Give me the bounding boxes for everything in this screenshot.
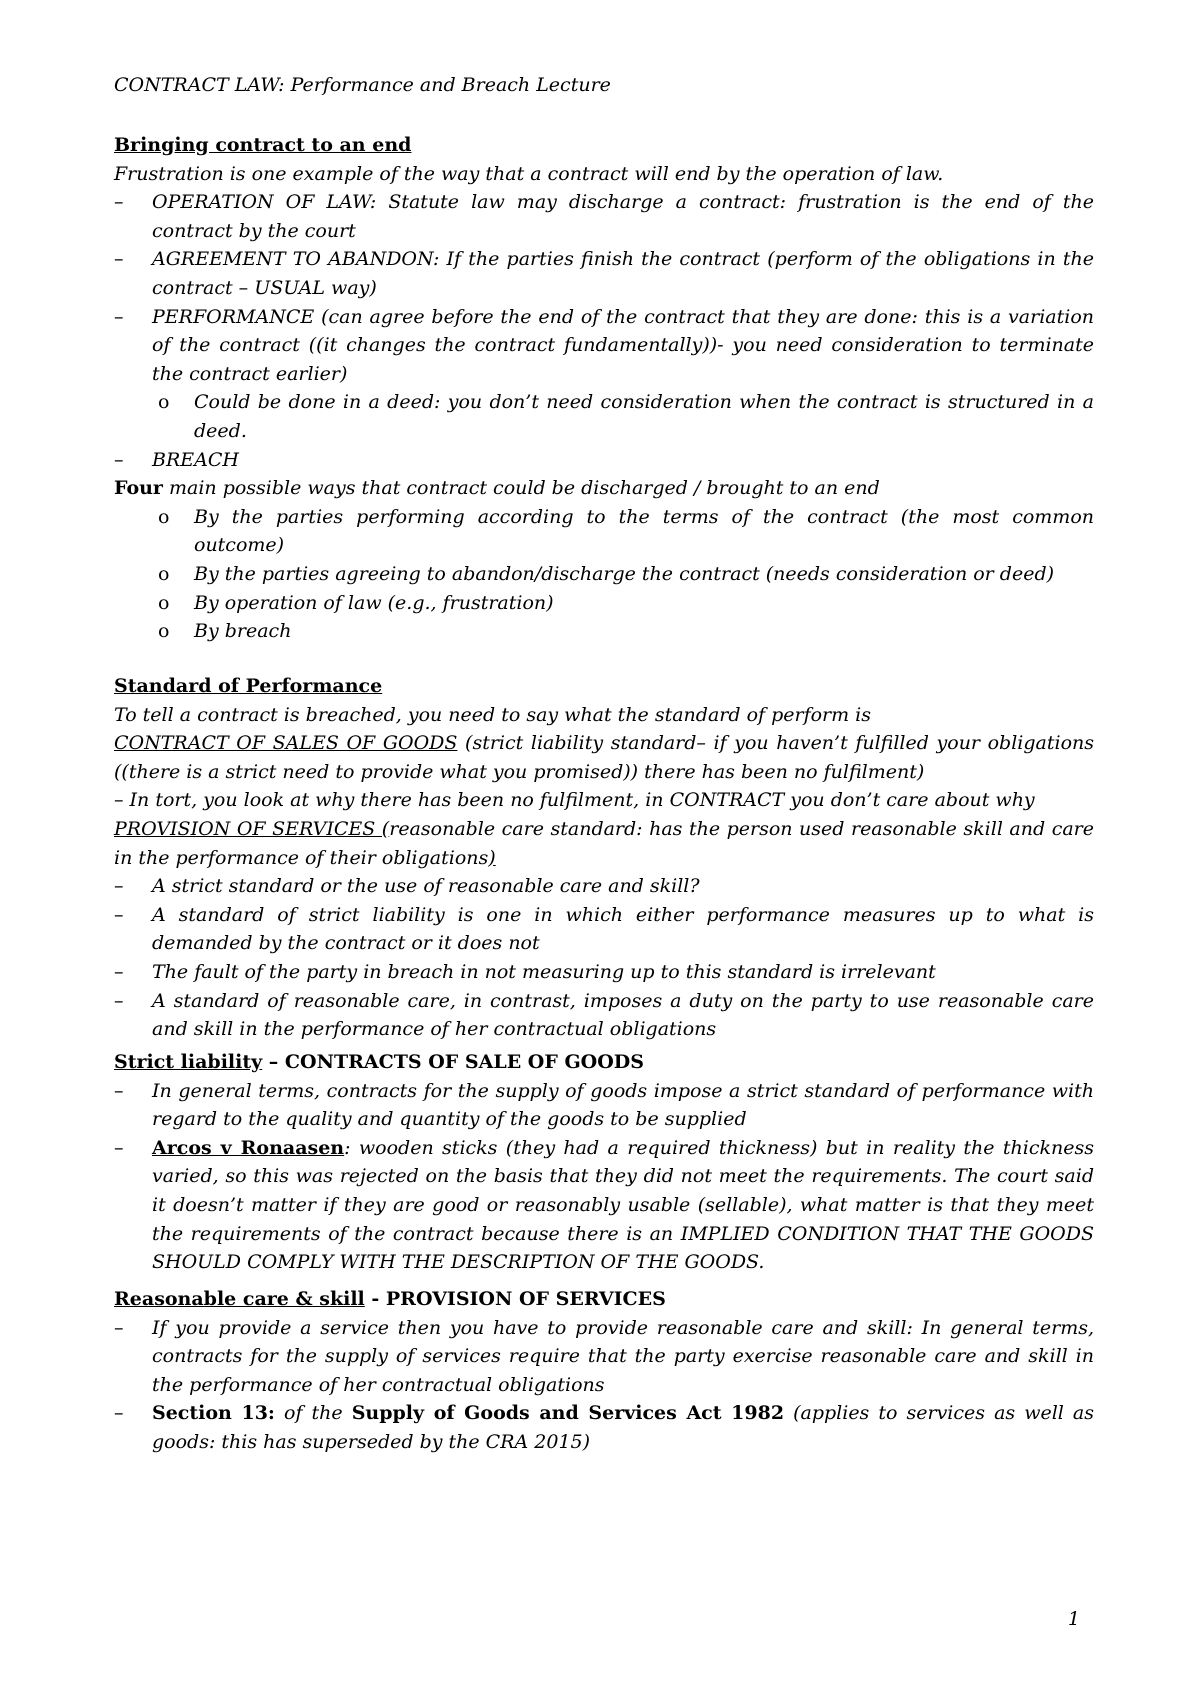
section-heading: Standard of Performance — [114, 675, 383, 697]
sub-list-item: o By breach — [114, 617, 1094, 646]
sub-list-item: o By the parties performing according to the terms of the contract (the most common outcome) — [114, 503, 1094, 560]
list-item: – OPERATION OF LAW: Statute law may discharge a contract: frustration is the end of the contract by the court — [114, 188, 1094, 245]
list-item: – BREACH — [114, 446, 1094, 475]
paragraph-text: (strict liability standard– if you haven’t fulfilled your obligations ((there is a strict need to provide what you promised)) there has been no fulfilment) — [114, 732, 1094, 783]
sub-list-item: o Could be done in a deed: you don’t need consideration when the contract is structured in a deed. — [114, 388, 1094, 445]
section-heading: Bringing contract to an end — [114, 134, 412, 156]
case-name: Arcos v Ronaasen — [152, 1136, 345, 1159]
page-number: 1 — [1067, 1608, 1080, 1630]
list-item: – PERFORMANCE (can agree before the end of the contract that they are done: this is a variation of the contract ((it changes the contract fundamentally))- you need consideration to terminate the contract earlier) — [114, 303, 1094, 389]
section-bringing-contract-to-end — [114, 131, 1094, 646]
section-heading-line — [114, 1048, 1094, 1077]
section-subheading: - PROVISION OF SERVICES — [364, 1288, 666, 1310]
section-heading: Strict liability — [114, 1051, 263, 1073]
plain-text: of the — [274, 1402, 352, 1425]
tort-line: – In tort, you look at why there has been no fulfilment, in CONTRACT you don’t care about why — [114, 789, 1035, 812]
four-ways-line — [114, 474, 1094, 503]
list-item: – A strict standard or the use of reasonable care and skill? — [114, 872, 1094, 901]
list-item: – In general terms, contracts for the supply of goods impose a strict standard of performance with regard to the quality and quantity of the goods to be supplied — [114, 1077, 1094, 1134]
section-13-list-item — [114, 1399, 1094, 1456]
underlined-term: CONTRACT OF SALES OF GOODS — [114, 732, 458, 755]
act-name: Supply of Goods and Services Act 1982 — [351, 1402, 785, 1425]
page-header: CONTRACT LAW: Performance and Breach Lecture — [114, 74, 611, 96]
section-subheading: – CONTRACTS OF SALE OF GOODS — [262, 1051, 644, 1073]
four-ways-text: main possible ways that contract could be discharged / brought to an end — [162, 477, 880, 500]
section-standard-of-performance — [114, 672, 1094, 1044]
bold-text: Four — [114, 477, 163, 500]
list-item: – The fault of the party in breach in not measuring up to this standard is irrelevant — [114, 958, 1094, 987]
plain-text: (applies to services as well as goods: this has superseded by the CRA 2015) — [152, 1402, 1094, 1453]
sub-list-item: o By operation of law (e.g., frustration) — [114, 589, 1094, 618]
case-list-item — [114, 1134, 1094, 1277]
provision-of-services-paragraph — [114, 815, 1094, 872]
section-reasonable-care — [114, 1285, 1094, 1457]
underlined-term: PROVISION OF SERVICES ( — [114, 817, 390, 840]
section-heading-line — [114, 1285, 1094, 1314]
intro-text: Frustration is one example of the way that a contract will end by the operation of law. — [114, 162, 944, 185]
case-text: : wooden sticks (they had a required thickness) but in reality the thickness varied, so this was rejected on the basis that they did not meet the requirements. The court said it doesn’t matter if they are good or reasonably usable (sellable), what matter is that they meet the requirements of the contract because there is an IMPLIED CONDITION THAT THE GOODS SHOULD COMPLY WITH THE DESCRIPTION OF THE GOODS. — [152, 1136, 1094, 1274]
list-item: – A standard of reasonable care, in contrast, imposes a duty on the party to use reasonable care and skill in the performance of her contractual obligations — [114, 987, 1094, 1044]
sub-list-item: o By the parties agreeing to abandon/discharge the contract (needs consideration or deed) — [114, 560, 1094, 589]
bold-text: Section 13: — [152, 1402, 275, 1425]
sale-of-goods-paragraph — [114, 729, 1094, 786]
section-heading: Reasonable care & skill — [114, 1288, 365, 1310]
list-item: – If you provide a service then you have to provide reasonable care and skill: In general terms, contracts for the supply of services require that the party exercise reasonable care and skill in the performance of her contractual obligations — [114, 1314, 1094, 1400]
section-strict-liability — [114, 1048, 1094, 1277]
paragraph-text: reasonable care standard: has the person used reasonable skill and care in the performance of their obligations — [114, 817, 1094, 869]
underlined-term: ) — [488, 846, 496, 869]
list-item: – A standard of strict liability is one in which either performance measures up to what is demanded by the contract or it does not — [114, 901, 1094, 958]
intro-text: To tell a contract is breached, you need to say what the standard of perform is — [114, 703, 872, 726]
list-item: – AGREEMENT TO ABANDON: If the parties finish the contract (perform of the obligations in the contract – USUAL way) — [114, 245, 1094, 302]
